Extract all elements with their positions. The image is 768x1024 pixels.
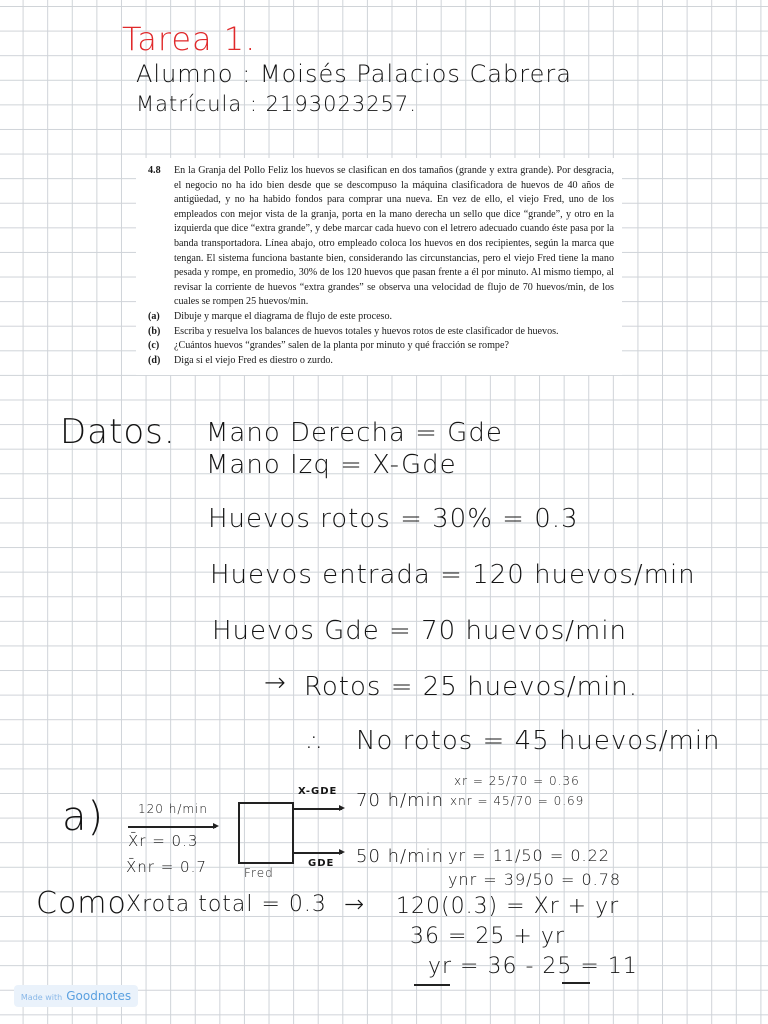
ynr-calc: ynr = 39/50 = 0.78 (448, 870, 622, 889)
top-stream-rate: 70 h/min (356, 790, 445, 811)
top-stream-label: X-GDE (298, 786, 338, 797)
student-id: Matrícula : 2193023257. (136, 92, 417, 116)
input-xr: X̄r = 0.3 (128, 832, 199, 850)
underline (562, 982, 590, 984)
problem-number: 4.8 (148, 165, 161, 176)
balance-eq: 36 = 25 + yr (410, 924, 565, 949)
input-arrow (128, 826, 216, 828)
box-label: Fred (244, 866, 274, 880)
underline (414, 984, 450, 986)
goodnotes-badge[interactable]: Made with Goodnotes (14, 985, 138, 1007)
data-line: Huevos Gde = 70 huevos/min (212, 616, 628, 646)
data-line: Mano Derecha = Gde (206, 418, 503, 448)
bottom-stream-label: GDE (308, 858, 335, 869)
balance-arrow: → (344, 890, 366, 918)
top-stream-arrow (294, 808, 342, 810)
data-line: Huevos rotos = 30% = 0.3 (208, 504, 579, 534)
xr-calc: xr = 25/70 = 0.36 (454, 774, 580, 788)
data-line: No rotos = 45 huevos/min (356, 726, 721, 756)
problem-item: (c) ¿Cuántos huevos “grandes” salen de la planta por minuto y qué fracción se rompe? (148, 340, 509, 352)
balance-eq: 120(0.3) = Xr + yr (396, 894, 620, 919)
process-box (238, 802, 294, 864)
part-a-label: a) (62, 794, 105, 840)
input-xnr: X̄nr = 0.7 (126, 858, 207, 876)
input-rate: 120 h/min (138, 802, 208, 816)
data-line: Mano Izq = X-Gde (206, 450, 457, 480)
data-heading: Datos. (60, 412, 176, 452)
student-name: Alumno : Moisés Palacios Cabrera (136, 60, 572, 88)
como-label: Como (36, 886, 127, 921)
data-line: Rotos = 25 huevos/min. (304, 672, 638, 702)
problem-item: (a) Dibuje y marque el diagrama de flujo de este proceso. (148, 310, 393, 322)
problem-body: En la Granja del Pollo Feliz los huevos se clasifican en dos tamaños (grande y extra grande). Por desgracia, el negocio no ha ido bien desde que se descompuso la máquina clasificadora de huevos de 40 años de antigüedad, y no ha habido fondos para comprar una nueva. En vez de ello, el viejo Fred, uno de los empleados con mejor vista de la granja, porta en la mano derecha un sello que dice “grande”, y otro en la izquierda que dice “extra grande”, y debe marcar cada huevo con el letrero adecuado cuando éste pasa por la banda transportadora. Línea abajo, otro empleado coloca los huevos en dos recipientes, según la marca que tengan. El sistema funciona bastante bien, considerando las circunstancias, pero el viejo Fred tiene la mano pesada y rompe, en promedio, 30% de los 120 huevos que pasan frente a él por minuto. Al mismo tiempo, al revisar la corriente de huevos “extra grandes” se observa una velocidad de flujo de 70 huevos/min, de los cuales se rompen 25 huevos/min. (174, 165, 614, 308)
balance-eq: yr = 36 - 25 = 11 (428, 954, 638, 979)
bottom-stream-arrow (294, 852, 342, 854)
data-line: Huevos entrada = 120 huevos/min (210, 560, 696, 590)
bottom-stream-rate: 50 h/min (356, 846, 445, 867)
assignment-title: Tarea 1. (122, 20, 257, 58)
problem-item: (d) Diga si el viejo Fred es diestro o zurdo. (148, 354, 333, 366)
total-fraction: Xrota total = 0.3 (126, 892, 327, 917)
yr-calc: yr = 11/50 = 0.22 (448, 846, 610, 865)
problem-item: (b) Escriba y resuelva los balances de huevos totales y huevos rotos de este clasificador de huevos. (148, 325, 559, 337)
therefore-symbol: ∴ (308, 728, 326, 758)
arrow-symbol: → (264, 668, 287, 698)
xnr-calc: xnr = 45/70 = 0.69 (450, 794, 585, 808)
problem-statement (136, 158, 622, 375)
